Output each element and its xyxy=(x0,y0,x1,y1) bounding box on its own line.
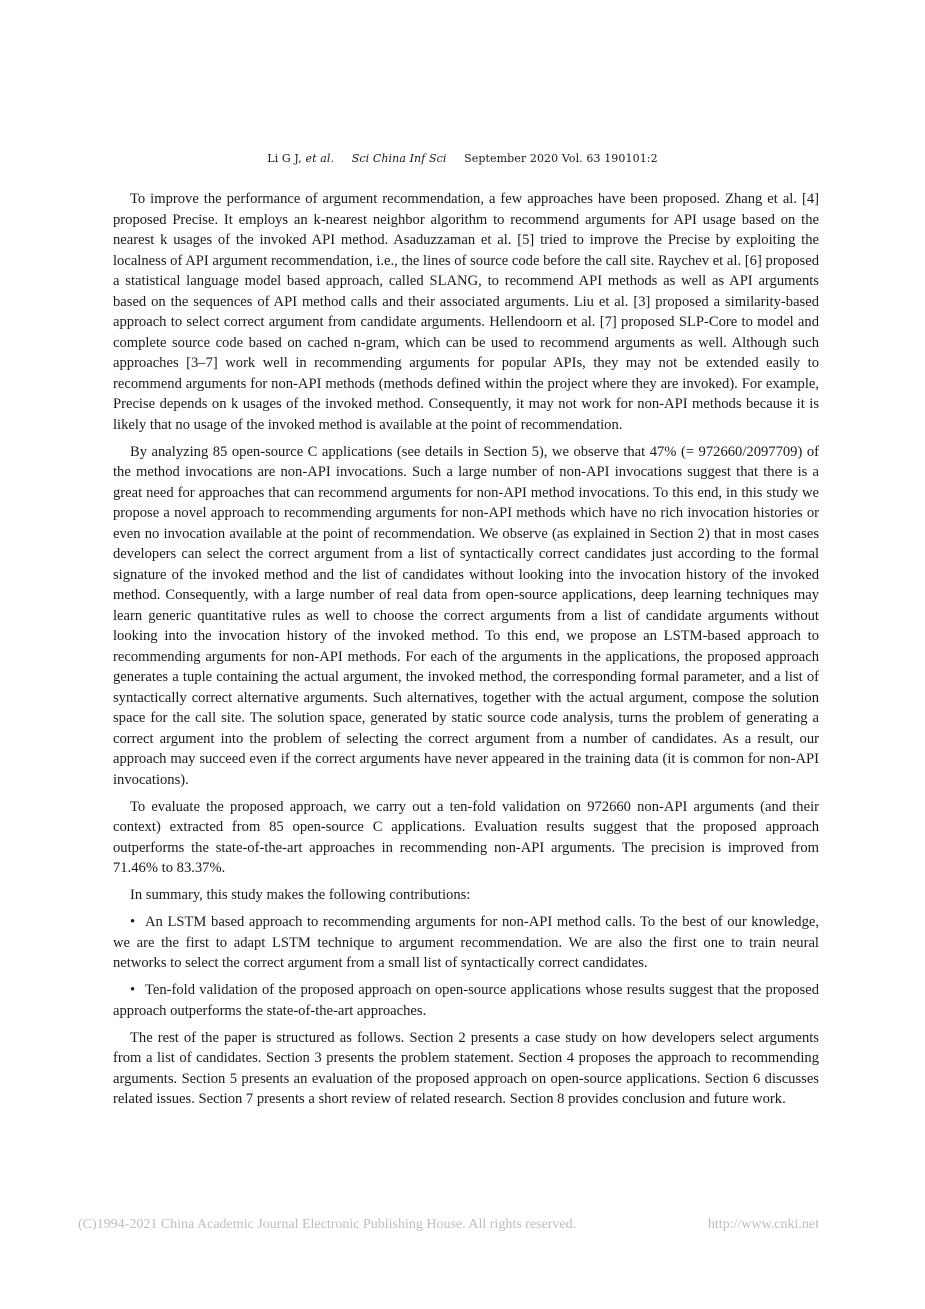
paragraph-motivation: By analyzing 85 open-source C applications (see details in Section 5), we observe that 47% (= 972660/2097709) of the method invocations are non-API invocations. Such a large number of non-API invocations suggest that there is a great need for approaches that can recommend arguments for non-API method invocations. To this end, in this study we propose a novel approach to recommending arguments for non-API methods which have no rich invocation histories or even no invocation available at the point of recommendation. We observe (as explained in Section 2) that in most cases developers can select the correct argument from a list of syntactically correct candidates just according to the formal signature of the invoked method and the list of candidates without looking into the invocation history of the invoked method. Consequently, with a large number of real data from open-source applications, deep learning techniques may learn generic quantitative rules as well to choose the correct arguments from a list of candidate arguments without looking into the invocation history of the invoked method. To this end, we propose an LSTM-based approach to recommending arguments for non-API methods. For each of the arguments in the applications, the proposed approach generates a tuple containing the actual argument, the invoked method, the corresponding formal parameter, and a list of syntactically correct alternative arguments. Such alternatives, together with the actual argument, compose the solution space for the call site. The solution space, generated by static source code analysis, turns the problem of generating a correct argument into the problem of selecting the correct argument from a number of candidates. As a result, our approach may succeed even if the correct arguments have never appeared in the training data (it is common for non-API invocations). xyxy=(113,443,819,788)
bullet-icon: • xyxy=(130,982,136,998)
source-url: http://www.cnki.net xyxy=(707,1217,819,1232)
body-text xyxy=(113,189,819,1116)
paragraph-structure: The rest of the paper is structured as follows. Section 2 presents a case study on how developers select arguments from a list of candidates. Section 3 presents the problem statement. Section 4 proposes the approach to recommending arguments. Section 5 presents an evaluation of the proposed approach on open-source applications. Section 6 discusses related issues. Section 7 presents a short review of related research. Section 8 provides conclusion and future work. xyxy=(113,1029,819,1107)
bullet-icon: • xyxy=(130,914,136,930)
paragraph-evaluation: To evaluate the proposed approach, we carry out a ten-fold validation on 972660 non-API arguments (and their context) extracted from 85 open-source C applications. Evaluation results suggest that the proposed approach outperforms the state-of-the-art approaches in recommending non-API arguments. The precision is improved from 71.46% to 83.37%. xyxy=(113,798,819,876)
copyright-watermark xyxy=(78,1217,819,1233)
header-authors: Li G J, xyxy=(267,152,302,165)
running-head xyxy=(0,152,925,165)
contribution-text: An LSTM based approach to recommending arguments for non-API method calls. To the best of our knowledge, we are the first to adapt LSTM technique to argument recommendation. We are also the first one to train neural networks to select the correct argument from a small list of syntactically correct candidates. xyxy=(113,914,819,971)
header-issue: September 2020 Vol. 63 190101:2 xyxy=(464,152,658,165)
contribution-text: Ten-fold validation of the proposed approach on open-source applications whose results suggest that the proposed approach outperforms the state-of-the-art approaches. xyxy=(113,982,819,1019)
header-journal: Sci China Inf Sci xyxy=(351,152,447,165)
paragraph-summary-intro: In summary, this study makes the following contributions: xyxy=(130,887,471,903)
contribution-item xyxy=(113,980,819,1021)
paragraph-related-approaches: To improve the performance of argument recommendation, a few approaches have been proposed. Zhang et al. [4] proposed Precise. It employs an k-nearest neighbor algorithm to recommend arguments for API usage based on the nearest k usages of the invoked API method. Asaduzzaman et al. [5] tried to improve the Precise by exploiting the localness of API argument recommendation, i.e., the lines of source code before the call site. Raychev et al. [6] proposed a statistical language model based approach, called SLANG, to recommend API methods as well as API arguments based on the sequences of API method calls and their associated arguments. Liu et al. [3] proposed a similarity-based approach to select correct argument from candidate arguments. Hellendoorn et al. [7] proposed SLP-Core to model and complete source code based on cached n-gram, which can be used to recommend arguments as well. Although such approaches [3–7] work well in recommending arguments for popular APIs, they may not be extended easily to recommend arguments for non-API methods (methods defined within the project where they are invoked). For example, Precise depends on k usages of the invoked method. Consequently, it may not work for non-API methods because it is likely that no usage of the invoked method is available at the point of recommendation. xyxy=(113,191,819,433)
contribution-item xyxy=(113,912,819,974)
copyright-text: (C)1994-2021 China Academic Journal Electronic Publishing House. All rights reserved. xyxy=(78,1217,577,1232)
header-etal: et al. xyxy=(305,152,335,165)
